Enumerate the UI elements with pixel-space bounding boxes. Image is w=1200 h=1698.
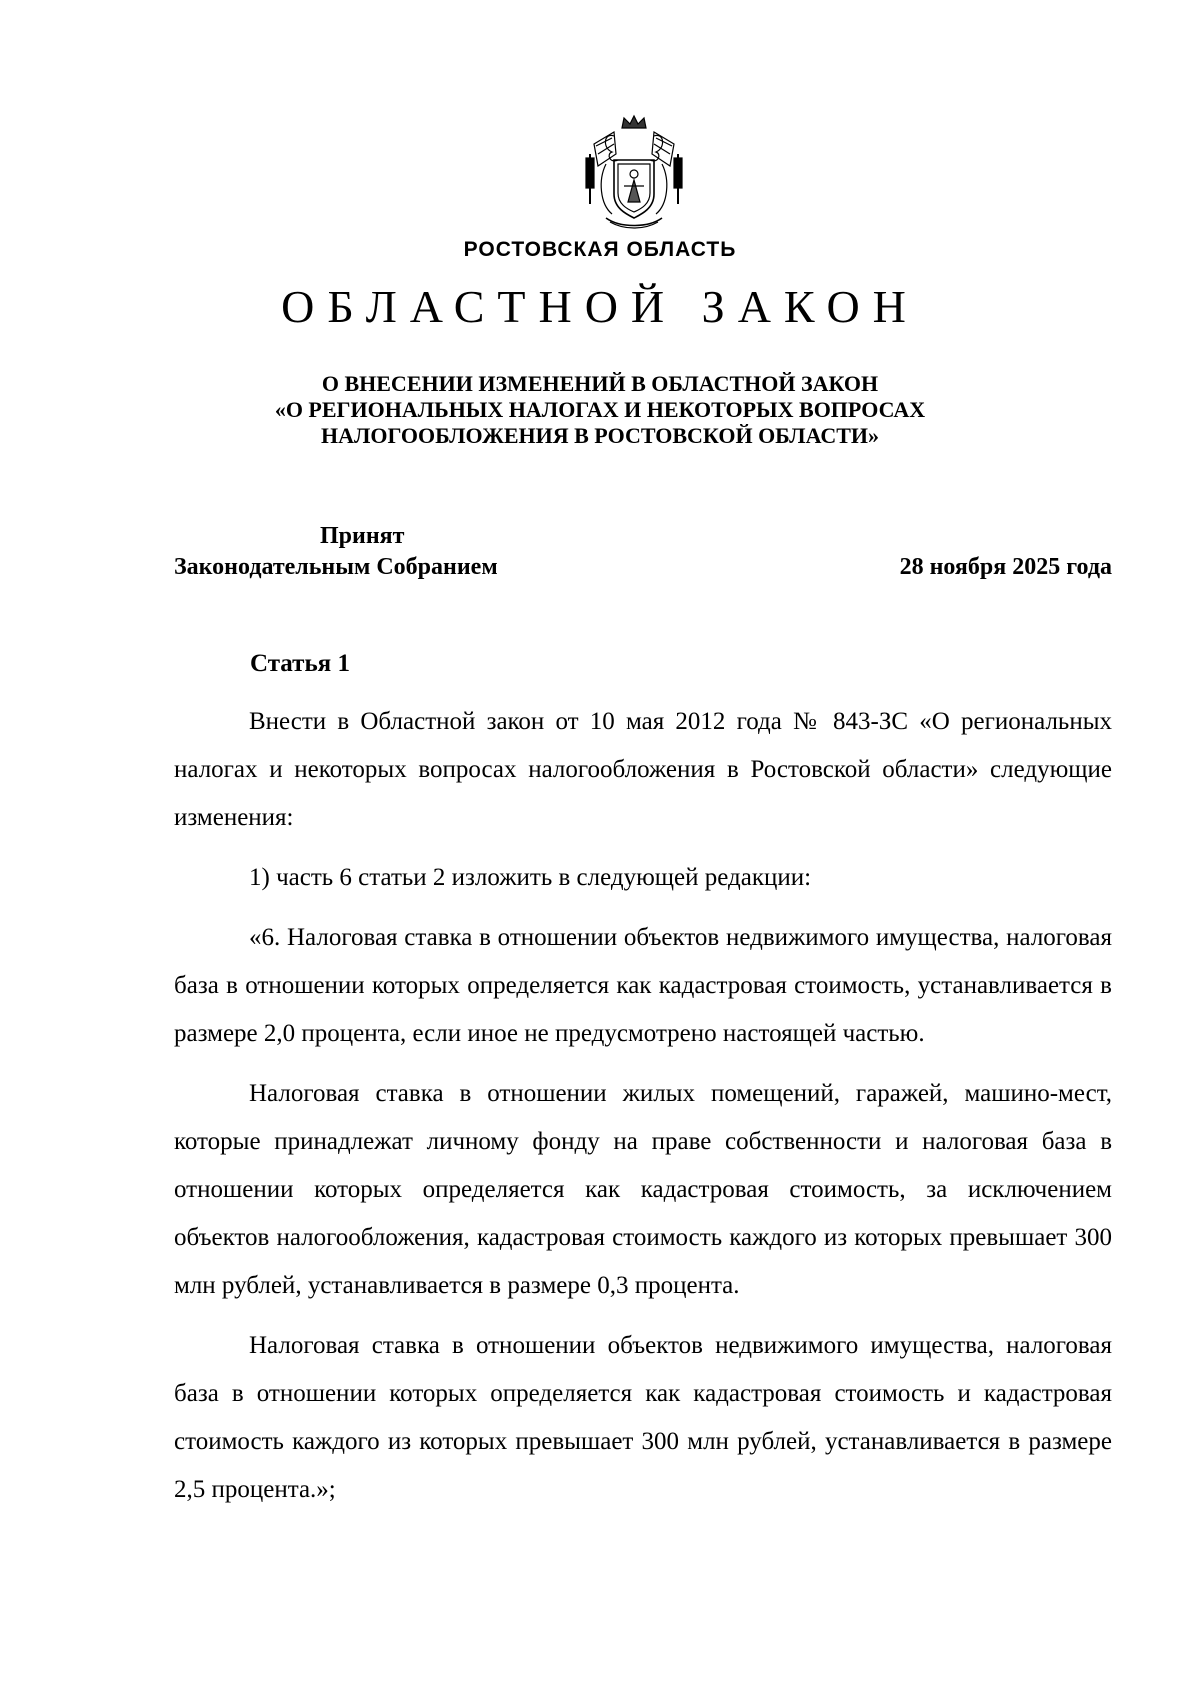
law-title-line: «О РЕГИОНАЛЬНЫХ НАЛОГАХ И НЕКОТОРЫХ ВОПРОСАХ: [274, 397, 926, 422]
coat-of-arms-emblem: [584, 114, 684, 230]
law-title-line: О ВНЕСЕНИИ ИЗМЕНЕНИЙ В ОБЛАСТНОЙ ЗАКОН: [321, 371, 879, 396]
law-title: [0, 371, 1200, 449]
adopted-label: Принят: [320, 523, 405, 549]
region-name: РОСТОВСКАЯ ОБЛАСТЬ: [463, 238, 737, 261]
article-paragraph: Внести в Областной закон от 10 мая 2012 года № 843-ЗС «О региональных налогах и некоторых вопросах налогообложения в Ростовской области» следующие изменения:: [174, 708, 1112, 831]
article-paragraph: 1) часть 6 статьи 2 изложить в следующей редакции:: [249, 864, 812, 891]
article-body: [174, 698, 1112, 1514]
article-paragraph: «6. Налоговая ставка в отношении объектов недвижимого имущества, налоговая база в отношении которых определяется как кадастровая стоимость, устанавливается в размере 2,0 процента, если иное не предусмотрено настоящей частью.: [174, 924, 1112, 1047]
adoption-date: 28 ноября 2025 года: [899, 554, 1112, 580]
law-title-line: НАЛОГООБЛОЖЕНИЯ В РОСТОВСКОЙ ОБЛАСТИ»: [320, 423, 880, 448]
article-paragraph: Налоговая ставка в отношении объектов недвижимого имущества, налоговая база в отношении которых определяется как кадастровая стоимость и кадастровая стоимость каждого из которых превышает 300 млн рублей, устанавливается в размере 2,5 процента.»;: [174, 1332, 1112, 1503]
article-paragraph: Налоговая ставка в отношении жилых помещений, гаражей, машино-мест, которые принадлежат личному фонду на праве собственности и налоговая база в отношении которых определяется как кадастровая стоимость, за исключением объектов налогообложения, кадастровая стоимость каждого из которых превышает 300 млн рублей, устанавливается в размере 0,3 процента.: [174, 1080, 1112, 1299]
adopted-by: Законодательным Собранием: [174, 554, 498, 580]
document-type: ОБЛАСТНОЙ ЗАКОН: [281, 281, 919, 332]
article-heading: Статья 1: [250, 650, 350, 677]
